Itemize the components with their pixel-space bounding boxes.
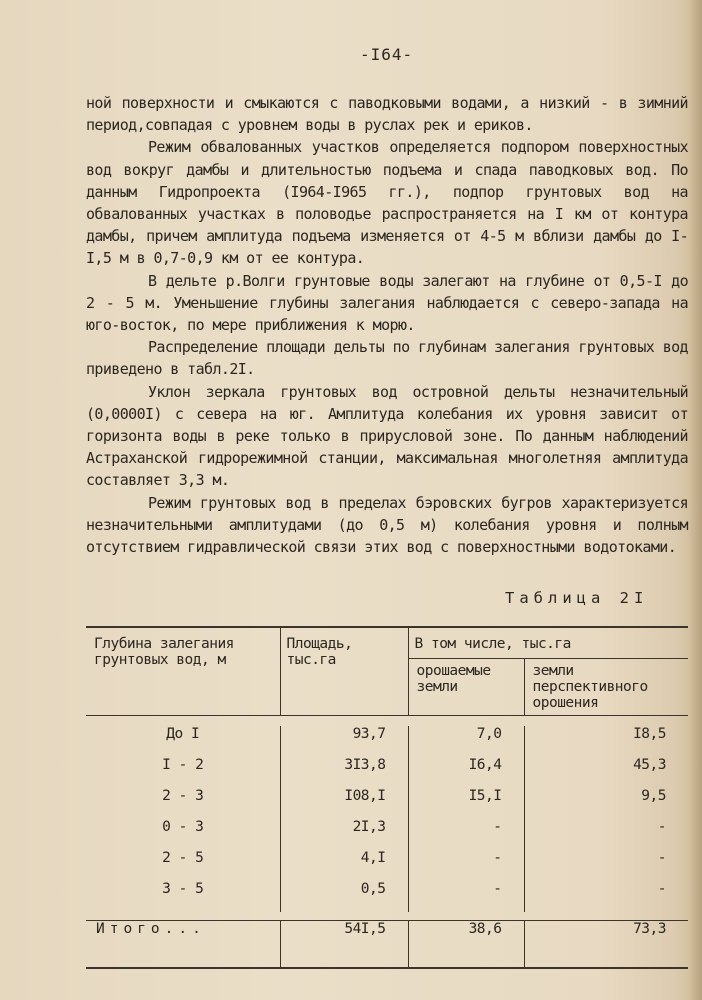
header-including: В том числе, тыс.га [408, 627, 688, 659]
cell-area: 93,7 [280, 726, 408, 757]
cell-depth: 0 - 3 [162, 819, 204, 835]
paragraph: Режим грунтовых вод в пределах бэровских бугров характеризуется незначительными амплитудами (до 0,5 м) колебания уровня и полным отсутствием гидравлической связи этих вод с поверхностными водотоками. [86, 493, 688, 557]
cell-irrigated: I5,I [408, 788, 524, 819]
cell-prospective: I8,5 [524, 726, 688, 757]
table-row [86, 726, 688, 757]
cell-prospective: 45,3 [524, 757, 688, 788]
paragraph: В дельте р.Волги грунтовые воды залегают на глубине от 0,5-I до 2 - 5 м. Уменьшение глубины залегания наблюдается с северо-запада на юго-восток, по мере приближения к морю. [86, 271, 688, 335]
cell-depth: До I [166, 726, 200, 742]
paragraph: Уклон зеркала грунтовых вод островной дельты незначительный (0,0000I) с севера на юг. Амплитуда колебания их уровня зависит от горизонта воды в реке только в прирусловой зоне. По данным наблюдений Астраханской гидрорежимной станции, максимальная многолетняя амплитуда составляет 3,3 м. [86, 382, 688, 490]
total-area: 54I,5 [280, 921, 408, 969]
table-row [86, 757, 688, 788]
table-total-row [86, 921, 688, 969]
paragraph: Режим обвалованных участков определяется подпором поверхностных вод вокруг дамбы и длительностью подъема и спада паводковых вод. По данным Гидропроекта (I964-I965 гг.), подпор грунтовых вод на обвалованных участках в половодье распространяется на I км от контура дамбы, причем амплитуда подъема изменяется от 4-5 м вблизи дамбы до I-I,5 м в 0,7-0,9 км от ее контура. [86, 138, 688, 268]
cell-irrigated: - [408, 850, 524, 881]
page-edge-shadow [688, 0, 702, 1000]
cell-depth: 3 - 5 [162, 881, 204, 897]
header-irrigated: орошаемые земли [408, 659, 524, 716]
table-caption: Таблица 2I [505, 589, 649, 607]
total-irrigated: 38,6 [408, 921, 524, 969]
cell-area: 4,I [280, 850, 408, 881]
cell-irrigated: - [408, 881, 524, 912]
table-row [86, 850, 688, 881]
paragraph: Распределение площади дельты по глубинам залегания грунтовых вод приведено в табл.2I. [86, 338, 688, 379]
table-row [86, 881, 688, 912]
cell-irrigated: I6,4 [408, 757, 524, 788]
header-prospective: земли перспективного орошения [524, 659, 688, 716]
cell-area: I08,I [280, 788, 408, 819]
cell-area: 2I,3 [280, 819, 408, 850]
paragraph: ной поверхности и смыкаются с паводковыми водами, а низкий - в зимний период,совпадая с уровнем воды в руслах рек и ериков. [86, 94, 688, 135]
cell-irrigated: - [408, 819, 524, 850]
total-prospective: 73,3 [524, 921, 688, 969]
body-text [86, 92, 688, 558]
cell-depth: 2 - 5 [162, 850, 204, 866]
cell-prospective: - [524, 819, 688, 850]
cell-prospective: 9,5 [524, 788, 688, 819]
table-row [86, 819, 688, 850]
page-number: -I64- [360, 45, 414, 64]
header-depth: Глубина залегания грунтовых вод, м [86, 627, 280, 716]
cell-prospective: - [524, 850, 688, 881]
cell-area: 0,5 [280, 881, 408, 912]
header-area: Площадь, тыс.га [280, 627, 408, 716]
cell-depth: I - 2 [162, 757, 204, 773]
groundwater-depth-table [86, 626, 688, 969]
cell-irrigated: 7,0 [408, 726, 524, 757]
cell-depth: 2 - 3 [162, 788, 204, 804]
cell-area: 3I3,8 [280, 757, 408, 788]
cell-prospective: - [524, 881, 688, 912]
total-label: Итого... [86, 921, 280, 969]
table-row [86, 788, 688, 819]
